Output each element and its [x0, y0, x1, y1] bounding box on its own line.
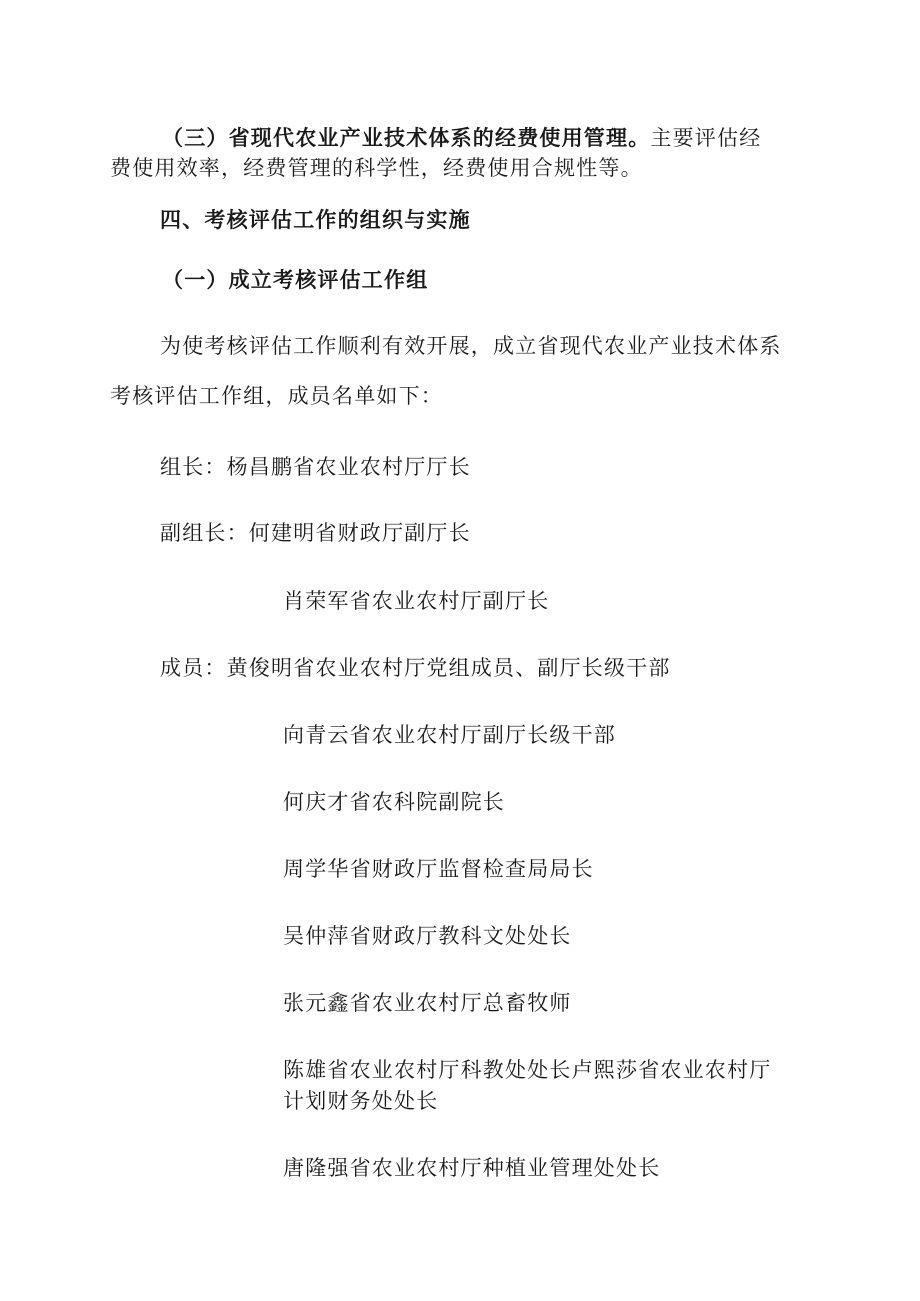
intro-line2: 考核评估工作组，成员名单如下：	[110, 384, 443, 408]
section4-heading: 四、考核评估工作的组织与实施	[160, 207, 471, 232]
member-item: 向青云省农业农村厅副厅长级干部	[283, 723, 616, 747]
section3-heading: （三）省现代农业产业技术体系的经费使用管理。	[162, 125, 651, 150]
section3-line1	[162, 126, 761, 150]
member-item: 张元鑫省农业农村厅总畜牧师	[283, 991, 572, 1015]
members-label: 成员：黄俊明省农业农村厅党组成员、副厅长级干部	[160, 656, 671, 680]
section3-line2: 费使用效率，经费管理的科学性，经费使用合规性等。	[110, 156, 643, 180]
member-item: 何庆才省农科院副院长	[283, 790, 505, 814]
deputy-leader-2: 肖荣军省农业农村厅副厅长	[283, 589, 550, 613]
section3-text-start: 主要评估经	[650, 126, 762, 150]
deputy-leader: 副组长：何建明省财政厅副厅长	[160, 521, 471, 545]
subsection1-heading: （一）成立考核评估工作组	[162, 267, 429, 292]
leader: 组长：杨昌鹏省农业农村厅厅长	[160, 455, 471, 479]
member-item-last: 唐隆强省农业农村厅种植业管理处处长	[283, 1156, 661, 1180]
member-multi-line1: 陈雄省农业农村厅科教处处长卢熙莎省农业农村厅	[283, 1058, 772, 1082]
member-item: 吴仲萍省财政厅教科文处处长	[283, 924, 572, 948]
member-item: 周学华省财政厅监督检查局局长	[283, 857, 594, 881]
intro-line1: 为使考核评估工作顺利有效开展，成立省现代农业产业技术体系	[160, 334, 782, 358]
member-multi-line2: 计划财务处处长	[283, 1089, 439, 1113]
